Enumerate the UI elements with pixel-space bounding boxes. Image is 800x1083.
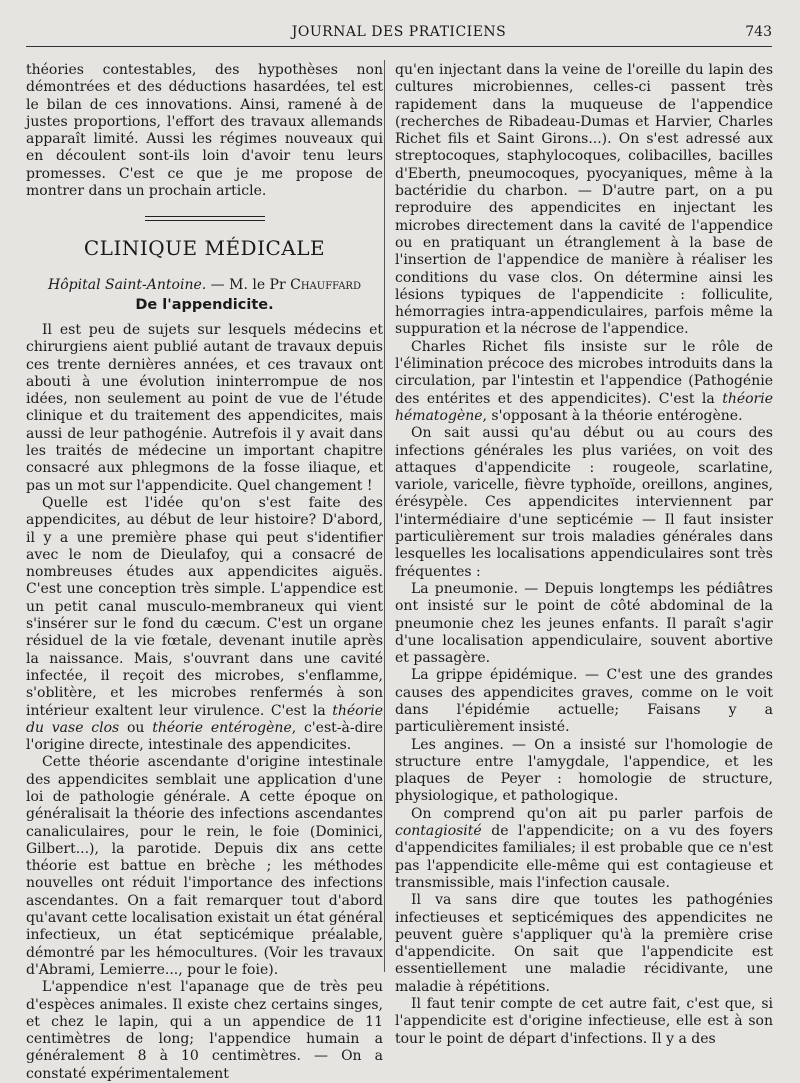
paragraph-text: , c'est-à-dire l'origine directe, intestinale des appendicites.	[26, 719, 383, 754]
paragraph	[395, 806, 773, 892]
paragraph-text: Quelle est l'idée qu'on s'est faite des appendicites, au début de leur histoire? D'abord, il y a une première phase qui peut s'identifier avec le nom de Dieulafoy, qui a consacré de nombreuses études aux appendicites aiguës. C'est une conception très simple. L'appendice est un petit canal musculo-membraneux qui vient s'insérer sur le fond du cæcum. C'est un organe résiduel de la vie fœtale, devenant inutile après la naissance. Mais, s'ouvrant dans une cavité infectée, il reçoit des microbes, s'enflamme, s'oblitère, et les microbes renfermés à son intérieur exaltent leur virulence. C'est la	[26, 494, 383, 719]
section-title: CLINIQUE MÉDICALE	[83, 236, 326, 261]
italic-term: théorie entérogène	[152, 719, 292, 736]
journal-title: JOURNAL DES PRATICIENS	[291, 24, 507, 40]
article-title: De l'appendicite.	[135, 296, 274, 313]
byline-dash: — M. le Pr	[206, 277, 291, 294]
paragraph-text: , s'opposant à la théorie entérogène.	[482, 407, 743, 424]
intro-paragraph: théories contestables, des hypothèses non démontrées et des déductions hasardées, tel est le bilan de ces innovations. Ainsi, ramené à de justes proportions, l'effort des travaux allemands apparaît limité. Aussi les régimes nouveaux qui en découlent sont-ils loin d'avoir tenu leurs promesses. C'est ce que je me propose de montrer dans un prochain article.	[26, 62, 383, 200]
paragraph: La grippe épidémique. — C'est une des grandes causes des appendicites graves, comme on le voit dans l'épidémie actuelle; Faisans y a particulièrement insisté.	[395, 667, 773, 736]
byline-hospital: Hôpital Saint-Antoine.	[48, 277, 207, 294]
paragraph: Il faut tenir compte de cet autre fait, c'est que, si l'appendicite est d'origine infectieuse, elle est à son tour le point de départ d'infections. Il y a des	[395, 996, 773, 1047]
article-byline	[26, 277, 383, 294]
paragraph: Il est peu de sujets sur lesquels médecins et chirurgiens aient publié autant de travaux depuis ces trente dernières années, et ces travaux ont abouti à une évolution ininterrompue de nos idées, non seulement au point de vue de l'étude clinique et du traitement des appendicites, mais aussi de leur pathogénie. Autrefois il y avait dans les traités de médecine un important chapitre consacré aux phlegmons de la fosse iliaque, et pas un mot sur l'appendicite. Quel changement !	[26, 321, 383, 494]
italic-term: théorie hématogène	[395, 390, 773, 424]
paragraph	[26, 495, 383, 754]
left-column	[26, 62, 383, 1083]
paragraph: L'appendice n'est l'apanage que de très peu d'espèces animales. Il existe chez certains singes, et chez le lapin, qui a un appendice de 11 centimètres de long; l'appendice humain a généralement 8 à 10 centimètres. — On a constaté expérimentalement	[26, 979, 383, 1082]
page-header	[26, 22, 772, 47]
paragraph	[395, 339, 773, 425]
paragraph-text: Charles Richet fils insiste sur le rôle de l'élimination précoce des microbes introduits dans la circulation, par l'intestin et l'appendice (Pathogénie des entérites et des appendicites). C'est la	[395, 338, 773, 407]
italic-term: théorie du vase clos	[26, 702, 383, 736]
paragraph: Il va sans dire que toutes les pathogénies infectieuses et septicémiques des appendicites ne peuvent guère s'appliquer qu'à la première crise d'appendicite. On sait que l'appendicite est essentiellement une maladie récidivante, une maladie à répétitions.	[395, 892, 773, 995]
byline-author: Chauffard	[290, 277, 361, 294]
section-separator	[145, 216, 265, 221]
italic-term: contagiosité	[395, 823, 482, 840]
paragraph: Les angines. — On a insisté sur l'homologie de structure entre l'amygdale, l'appendice, et les plaques de Peyer : homologie de structure, physiologique, et pathologique.	[395, 736, 773, 805]
paragraph: qu'en injectant dans la veine de l'oreille du lapin des cultures microbiennes, celles-ci passent très rapidement dans la muqueuse de l'appendice (recherches de Ribadeau-Dumas et Harvier, Charles Richet fils et Saint Girons...). On s'est adressé aux streptocoques, staphylocoques, colibacilles, bacilles d'Eberth, pneumocoques, pyocyaniques, même à la bactéridie du charbon. — D'autre part, on a pu reproduire des appendicites en injectant les microbes directement dans la cavité de l'appendice ou en pratiquant un étranglement à la base de l'insertion de l'appendice de manière à réaliser les conditions du vase clos. On détermine ainsi les lésions typiques de l'appendicite : folliculite, hémorragies intra-appendiculaires, parfois même la suppuration et la nécrose de l'appendice.	[395, 62, 773, 338]
paragraph-text: ou	[119, 719, 153, 736]
column-divider	[384, 60, 385, 972]
right-column	[395, 62, 773, 1048]
paragraph-text: de l'appendicite; on a vu des foyers d'appendicites familiales; il est probable que ce n'est pas l'appendicite elle-même qui est contagieuse et transmissible, mais l'infection causale.	[395, 823, 773, 891]
paragraph: La pneumonie. — Depuis longtemps les pédiâtres ont insisté sur le point de côté abdominal de la pneumonie chez les jeunes enfants. Il paraît s'agir d'une localisation appendiculaire, souvent abortive et passagère.	[395, 580, 773, 667]
page-number: 743	[745, 24, 772, 40]
paragraph: On sait aussi qu'au début ou au cours des infections générales les plus variées, on voit des attaques d'appendicite : rougeole, scarlatine, variole, varicelle, fièvre typhoïde, oreillons, angines, érésypèle. Ces appendicites interviennent par l'intermédiaire d'une septicémie — Il faut insister particulièrement sur trois maladies générales dans lesquelles les localisations appendiculaires sont très fréquentes :	[395, 425, 773, 580]
paragraph-text: On comprend qu'on ait pu parler parfois de	[411, 805, 773, 822]
paragraph: Cette théorie ascendante d'origine intestinale des appendicites semblait une application d'une loi de pathologie générale. A cette époque on généralisait la théorie des infections ascendantes canaliculaires, pour le rein, le foie (Dominici, Gilbert...), la parotide. Depuis dix ans cette théorie est battue en brèche ; les méthodes nouvelles ont réduit l'importance des infections ascendantes. On a fait remarquer tout d'abord qu'avant cette localisation existait un état général infectieux, un état septicémique préalable, démontré par les hémocultures. (Voir les travaux d'Abrami, Lemierre..., pour le foie).	[26, 754, 383, 978]
